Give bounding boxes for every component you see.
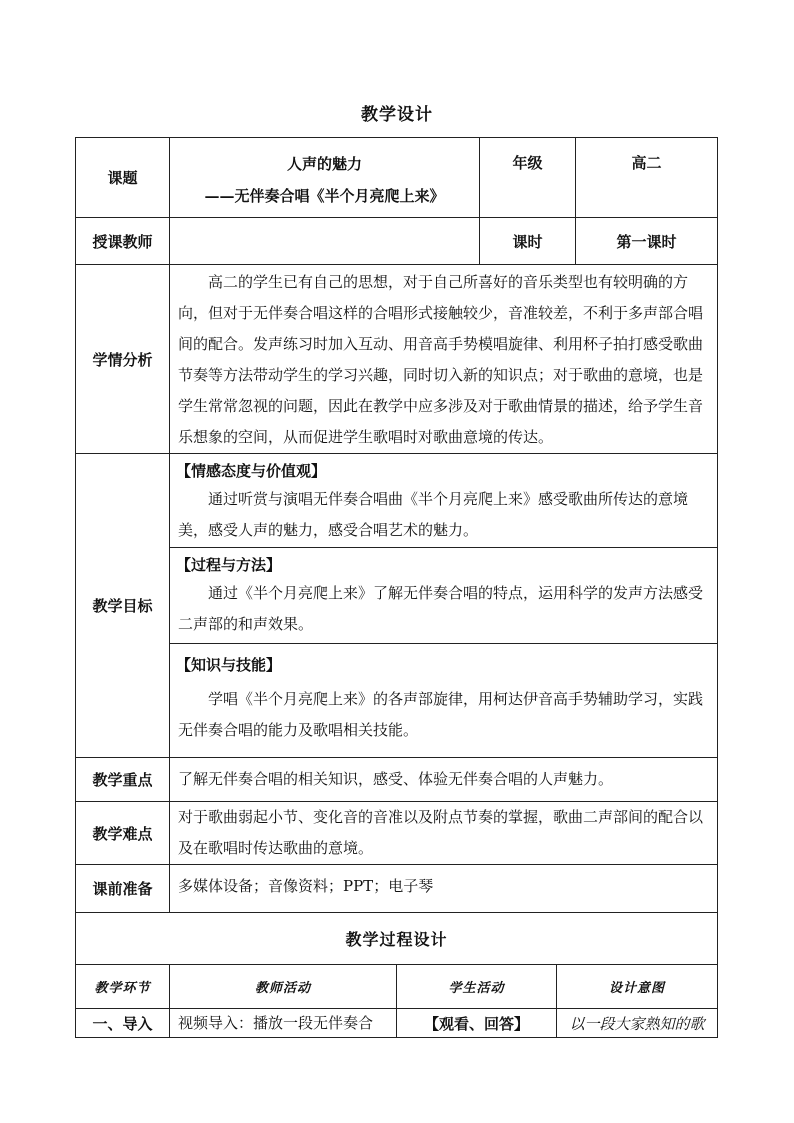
- difficulty-label: 教学难点: [75, 801, 170, 865]
- key-point-text: 了解无伴奏合唱的相关知识，感受、体验无伴奏合唱的人声魅力。: [169, 757, 718, 802]
- teacher-label: 授课教师: [75, 217, 170, 265]
- analysis-label: 学情分析: [75, 264, 170, 454]
- process-header-stage: 教学环节: [75, 964, 170, 1009]
- process-row-teacher: 视频导入：播放一段无伴奏合: [169, 1008, 397, 1038]
- grade-value: 高二: [575, 137, 718, 218]
- topic-line-1: 人声的魅力: [286, 155, 362, 173]
- grade-label: 年级: [479, 137, 576, 218]
- period-value: 第一课时: [575, 217, 718, 265]
- teacher-value: [169, 217, 480, 265]
- process-row-student: 【观看、回答】: [396, 1008, 557, 1038]
- preparation-text: 多媒体设备；音像资料；PPT；电子琴: [169, 864, 718, 913]
- analysis-text: 高二的学生已有自己的思想，对于自己所喜好的音乐类型也有较明确的方向，但对于无伴奏合唱这样的合唱形式接触较少，音准较差，不利于多声部合唱间的配合。发声练习时加入互动、用音高手势模唱旋律、利用杯子拍打感受歌曲节奏等方法带动学生的学习兴趣，同时切入新的知识点；对于歌曲的意境，也是学生常常忽视的问题，因此在教学中应多涉及对于歌曲情景的描述，给予学生音乐想象的空间，从而促进学生歌唱时对歌曲意境的传达。: [169, 264, 718, 454]
- topic-label: 课题: [75, 137, 170, 218]
- process-header-teacher: 教师活动: [169, 964, 397, 1009]
- topic-value-cell: [169, 137, 480, 218]
- objective-process-text: 通过《半个月亮爬上来》了解无伴奏合唱的特点，运用科学的发声方法感受二声部的和声效果。: [178, 584, 704, 633]
- process-header-student: 学生活动: [396, 964, 557, 1009]
- document-title: 教学设计: [361, 105, 433, 125]
- key-point-label: 教学重点: [75, 757, 170, 802]
- objectives-label: 教学目标: [75, 453, 170, 758]
- objective-affect: [169, 453, 718, 548]
- process-header-intent: 设计意图: [556, 964, 718, 1009]
- preparation-label: 课前准备: [75, 864, 170, 913]
- difficulty-text: 对于歌曲弱起小节、变化音的音准以及附点节奏的掌握，歌曲二声部间的配合以及在歌唱时传达歌曲的意境。: [169, 801, 718, 865]
- topic-line-2: ——无伴奏合唱《半个月亮爬上来》: [204, 187, 445, 205]
- process-row-intent: 以一段大家熟知的歌: [556, 1008, 718, 1038]
- objective-process-heading: 【过程与方法】: [176, 556, 282, 574]
- objective-process: [169, 547, 718, 644]
- objective-affect-heading: 【情感态度与价值观】: [176, 462, 327, 480]
- objective-skill-text: 学唱《半个月亮爬上来》的各声部旋律，用柯达伊音高手势辅助学习，实践无伴奏合唱的能力及歌唱相关技能。: [178, 690, 704, 739]
- process-title: 教学过程设计: [75, 912, 718, 965]
- process-row-stage: 一、导入: [75, 1008, 170, 1038]
- objective-affect-text: 通过听赏与演唱无伴奏合唱曲《半个月亮爬上来》感受歌曲所传达的意境美，感受人声的魅力，感受合唱艺术的魅力。: [178, 490, 689, 539]
- objective-skill-heading: 【知识与技能】: [176, 656, 282, 674]
- period-label: 课时: [479, 217, 576, 265]
- objective-skill: [169, 643, 718, 758]
